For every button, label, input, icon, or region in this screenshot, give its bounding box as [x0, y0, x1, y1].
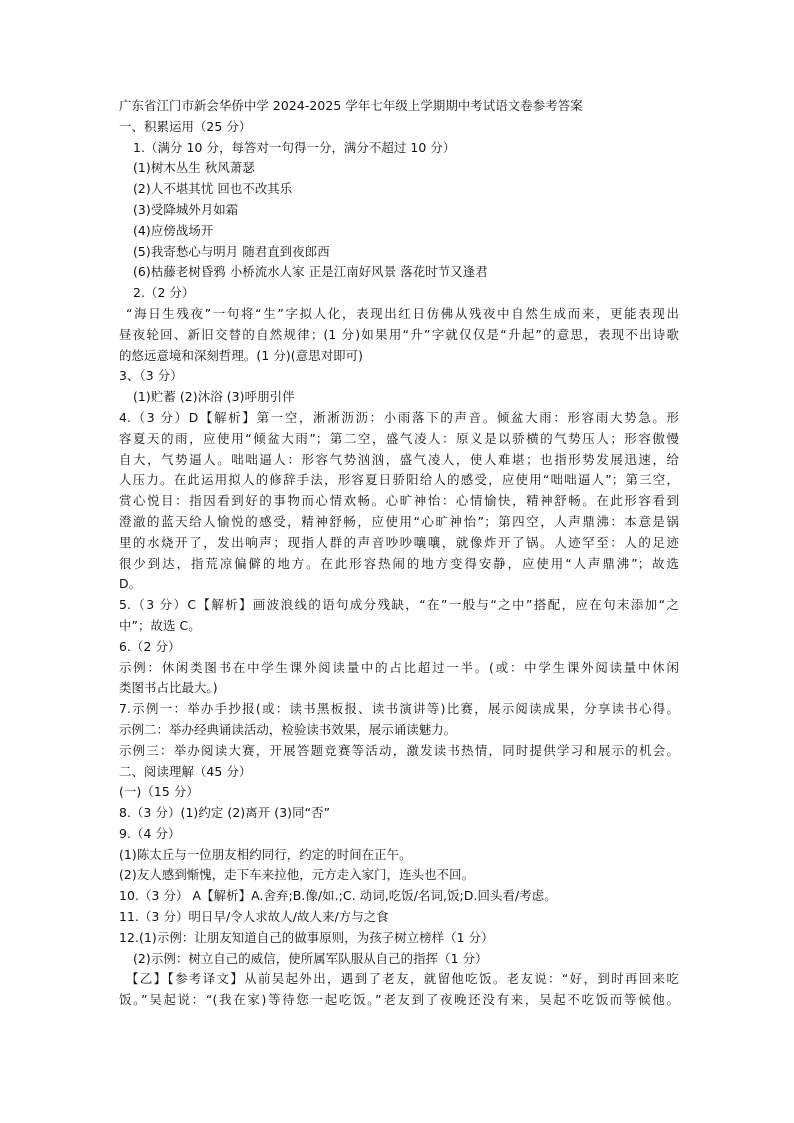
- subsection-heading: (一)（15 分）: [119, 784, 199, 800]
- question-heading: 2.（2 分）: [133, 285, 195, 301]
- answer-line: 类图书占比最大。): [119, 680, 218, 696]
- answer-line: 示例：休闲类图书在中学生课外阅读量中的占比超过一半。(或：中学生课外阅读量中休闲: [119, 659, 679, 675]
- answer-line: 容夏天的雨，应使用“倾盆大雨”；第二空，盛气凌人：原义是以骄横的气势压人；形容傲慢: [119, 430, 679, 446]
- document-title: 广东省江门市新会华侨中学 2024-2025 学年七年级上学期期中考试语文卷参考答案: [119, 98, 583, 113]
- translation-line: 【乙】【参考译文】从前吴起外出，遇到了老友，就留他吃饭。老友说：“好，到时再回来吃: [126, 971, 679, 987]
- answer-line: (1)陈太丘与一位朋友相约同行，约定的时间在正午。: [119, 846, 412, 862]
- answer-line: “海日生残夜”一句将“生”字拟人化，表现出红日仿佛从残夜中自然生成而来，更能表现出: [126, 305, 679, 321]
- answer-line: 示例三：举办阅读大赛，开展答题竞赛等活动，激发读书热情，同时提供学习和展示的机会。: [119, 742, 679, 758]
- translation-line: 饭。”吴起说：“(我在家)等待您一起吃饭。”老友到了夜晚还没有来，吴起不吃饭而等候他。: [119, 992, 679, 1008]
- answer-line: 自大，气势逼人。咄咄逼人：形容气势汹汹，盛气凌人，使人难堪；也指形势发展迅速，给: [119, 451, 679, 467]
- answer-line: (5)我寄愁心与明月 随君直到夜郎西: [133, 243, 330, 259]
- answer-line: 7.示例一：举办手抄报(或：读书黑板报、读书演讲等)比赛，展示阅读成果，分享读书心得。: [119, 701, 679, 717]
- answer-line: (1)树木丛生 秋风萧瑟: [133, 160, 255, 176]
- answer-line: 人压力。在此运用拟人的修辞手法，形容夏日骄阳给人的感受，应使用“咄咄逼人”；第三空，: [119, 472, 679, 488]
- section-heading: 二、阅读理解（45 分）: [119, 763, 252, 779]
- answer-line: 里的水烧开了，发出响声；现指人群的声音吵吵嚷嚷，就像炸开了锅。人迹罕至：人的足迹: [119, 534, 679, 550]
- answer-line: 8.（3 分）(1)约定 (2)离开 (3)同“否”: [119, 805, 331, 821]
- answer-line: 赏心悦目：指因看到好的事物而心情欢畅。心旷神怡：心情愉快，精神舒畅。在此形容看到: [119, 493, 679, 509]
- answer-line: 10.（3 分） A【解析】A.舍弃;B.像/如.;C. 动词,吃饭/名词,饭;D.回头看/考虑。: [119, 888, 557, 904]
- answer-line: (2)示例：树立自己的威信，使所属军队服从自己的指挥（1 分）: [133, 950, 488, 966]
- answer-line: (4)应傍战场开: [133, 222, 214, 238]
- answer-line: (2)人不堪其忧 回也不改其乐: [133, 181, 293, 197]
- answer-line: 5.（3 分）C【解析】画波浪线的语句成分残缺，“在”一般与“之中”搭配，应在句末添加“之: [119, 597, 679, 613]
- question-heading: 1.（满分 10 分，每答对一句得一分，满分不超过 10 分）: [133, 139, 456, 155]
- section-heading: 一、积累运用（25 分）: [119, 118, 252, 134]
- answer-line: (2)友人感到惭愧，走下车来拉他，元方走入家门，连头也不回。: [119, 867, 475, 883]
- answer-line: 很少到达，指荒凉偏僻的地方。在此形容热闹的地方变得安静，应使用“人声鼎沸”；故选: [119, 555, 679, 571]
- answer-key-content: [119, 96, 679, 1011]
- answer-line: 中”；故选 C。: [119, 617, 201, 633]
- answer-line: D。: [119, 576, 142, 592]
- answer-line: 澄澈的蓝天给人愉悦的感受，精神舒畅，应使用“心旷神怡”；第四空，人声鼎沸：本意是锅: [119, 513, 679, 529]
- question-heading: 3、（3 分）: [119, 368, 183, 384]
- answer-line: (1)贮蓄 (2)沐浴 (3)呼朋引伴: [133, 389, 295, 405]
- answer-line: 12.(1)示例：让朋友知道自己的做事原则，为孩子树立榜样（1 分）: [119, 929, 494, 945]
- answer-line: 昼夜轮回、新旧交替的自然规律；(1 分)如果用“升”字就仅仅是“升起”的意思，表现不出诗歌: [119, 326, 679, 342]
- answer-line: (3)受降城外月如霜: [133, 201, 239, 217]
- question-heading: 9.（4 分）: [119, 825, 181, 841]
- answer-line: 示例二：举办经典诵读活动，检验读书效果，展示诵读魅力。: [119, 721, 457, 737]
- answer-line: 4.（3 分）D【解析】第一空，淅淅沥沥：小雨落下的声音。倾盆大雨：形容雨大势急。形: [119, 409, 679, 425]
- question-heading: 6.（2 分）: [119, 638, 181, 654]
- answer-line: (6)枯藤老树昏鸦 小桥流水人家 正是江南好风景 落花时节又逢君: [133, 264, 488, 280]
- answer-line: 的悠远意境和深刻哲理。(1 分)(意思对即可): [119, 347, 364, 363]
- answer-line: 11.（3 分）明日早/令人求故人/故人来/方与之食: [119, 909, 389, 925]
